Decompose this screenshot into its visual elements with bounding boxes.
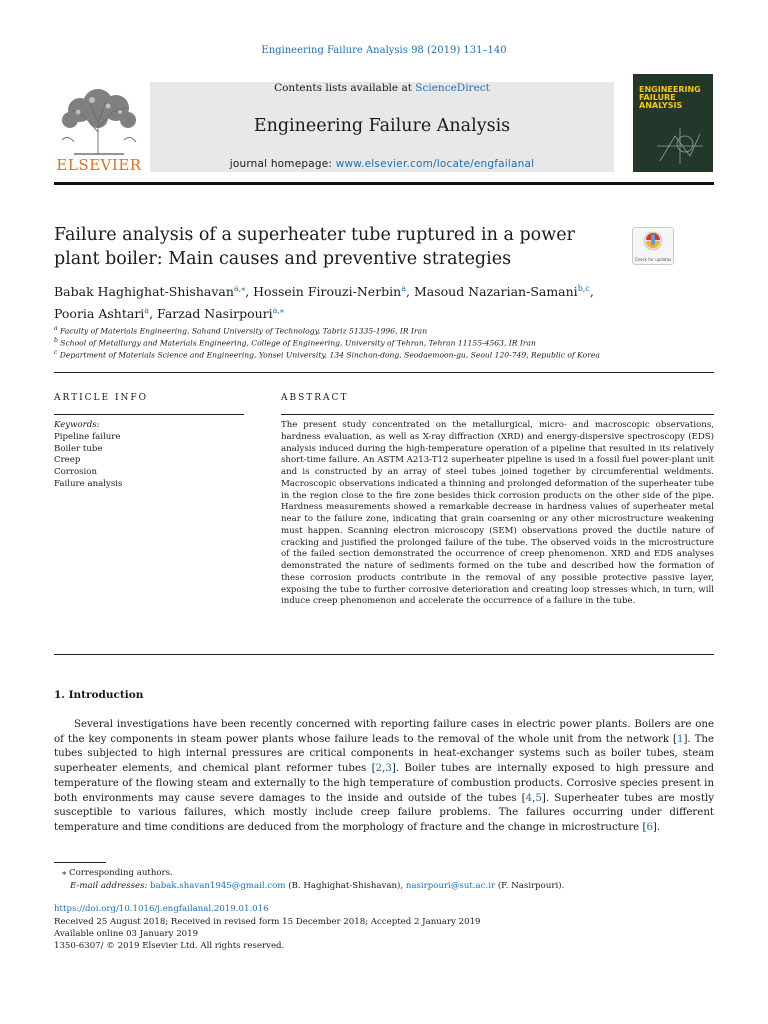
author-separator: ,	[245, 284, 254, 300]
affiliation-a	[54, 325, 714, 336]
header-divider	[54, 182, 714, 185]
author-name: Babak Haghighat-Shishavan	[54, 284, 234, 300]
abstract-rule	[281, 414, 714, 415]
abstract-text: The present study concentrated on the metallurgical, micro- and macroscopic observations, hardness evaluation, as well as X-ray diffraction (XRD) and energy-dispersive spectroscopy (EDS) analysis induced during the high-temperature operation of a pipeline that resulted in its relatively short-time failure. An ASTM A213-T12 superheater pipeline is used in a fossil fuel power-plant unit and is constructed by an array of steel tubes joined together by circumferential weldments. Macroscopic observations indicated a thinning and prolonged deformation of the superheater tube in the region close to the fire zone besides thick corrosion products on the other side of the pipe. Hardness measurements showed a remarkable decrease in hardness values of superheater metal near to the failure zone, indicating that grain coarsening or any other microstructure weakening must happen. Scanning electron microscopy (SEM) observations proved the ductile nature of cracking and justified the prolonged failure of the tube. The observed voids in the microstructure of the failed section demonstrated the occurrence of creep phenomenon. XRD and EDS analyses demonstrated the nature of sediments formed on the tube and described how the formation of these corrosion products contribute in the removal of any possible protective passive layer, exposing the tube to further corrosive deterioration and creating loop stresses which, in turn, will induce creep phenomenon and accelerate the occurrence of a failure in the tube.	[281, 420, 714, 607]
author-affiliation-mark[interactable]: a,⁎	[272, 306, 284, 316]
author	[253, 284, 414, 299]
sciencedirect-link[interactable]: ScienceDirect	[415, 82, 490, 94]
author-name: Pooria Ashtari	[54, 306, 145, 322]
author-name: Masoud Nazarian-Samani	[413, 284, 578, 300]
cover-title: ENGINEERING FAILURE ANALYSIS	[639, 85, 701, 110]
email-owner-2: (F. Nasirpouri).	[497, 881, 565, 891]
affiliation-mark: a	[54, 325, 58, 332]
abstract-heading: ABSTRACT	[281, 393, 349, 403]
citation-link[interactable]: 1	[676, 733, 684, 745]
homepage-prefix: journal homepage:	[229, 158, 333, 170]
check-updates-icon	[633, 228, 673, 256]
affiliation-text: School of Metallurgy and Materials Engineering, College of Engineering, University of Tehran, Tehran 11155-4563, IR Iran	[60, 338, 536, 348]
citation-link[interactable]: 5	[535, 792, 542, 804]
introduction-text: ].	[652, 821, 661, 833]
affiliation-mark: c	[54, 349, 58, 356]
contents-line	[150, 82, 614, 94]
contents-prefix: Contents lists available at	[274, 82, 412, 94]
keyword: Failure analysis	[54, 478, 123, 489]
author-affiliation-mark[interactable]: a	[144, 306, 150, 316]
citation-link[interactable]: 2	[375, 763, 383, 775]
keyword: Corrosion	[54, 467, 98, 478]
received-dates: Received 25 August 2018; Received in revised form 15 December 2018; Accepted 2 January 2019	[54, 917, 481, 927]
author-affiliation-mark[interactable]: a	[401, 284, 407, 293]
introduction-text: Several investigations have been recently concerned with reporting failure cases in electric power plants. Boilers are one of the key components in steam power plants whose failure leads to the removal of the whole unit from the network [	[54, 719, 714, 745]
online-date: Available online 03 January 2019	[54, 929, 199, 939]
affiliation-mark: b	[54, 337, 58, 344]
author	[54, 284, 253, 299]
author-separator: ,	[406, 284, 414, 300]
introduction-paragraph	[54, 718, 714, 836]
article-info-heading: ARTICLE INFO	[54, 393, 149, 403]
doi-link[interactable]: https://doi.org/10.1016/j.engfailanal.2019.01.016	[54, 904, 269, 914]
author-list	[54, 279, 694, 323]
affiliation-text: Faculty of Materials Engineering, Sahand University of Technology, Tabriz 51335-1996, IR Iran	[60, 326, 428, 336]
check-updates-label: Check for updates	[634, 257, 672, 262]
author-affiliation-mark[interactable]: a,⁎	[233, 284, 246, 293]
author	[157, 306, 284, 321]
affiliations-divider	[54, 372, 714, 373]
keywords-label: Keywords:	[54, 420, 100, 430]
citation-link[interactable]: 3	[385, 763, 392, 775]
keyword: Pipeline failure	[54, 431, 121, 442]
check-for-updates-badge[interactable]	[632, 227, 674, 265]
cover-art	[655, 126, 705, 166]
email-owner-1: (B. Haghighat-Shishavan),	[288, 881, 404, 891]
author	[54, 306, 157, 321]
introduction-text: ]. Superheater tubes are mostly susceptible to various failures, which mostly include creep failure problems. The failures occurring under different temperature and time conditions are deduced from the morphology of fracture and the change in microstructure [	[54, 792, 714, 833]
email-label: E-mail addresses:	[70, 881, 148, 891]
article-title: Failure analysis of a superheater tube ruptured in a power plant boiler: Main causes and preventive strategies	[54, 225, 575, 269]
footnote-rule	[54, 862, 106, 863]
affiliation-b	[54, 337, 714, 348]
journal-name: Engineering Failure Analysis	[253, 116, 511, 136]
author	[414, 284, 594, 299]
journal-citation[interactable]: Engineering Failure Analysis 98 (2019) 131–140	[261, 45, 507, 56]
affiliation-c	[54, 349, 714, 360]
introduction-text: ,	[382, 763, 386, 775]
introduction-text: ]. Boiler tubes are internally exposed to high pressure and temperature of the flowing steam and externally to the high temperature of combustion products. Corrosive species present in both environments may cause severe damages to the inside and outside of the tubes [	[54, 763, 714, 804]
author-affiliation-mark[interactable]: b,c	[577, 284, 590, 293]
corresponding-note: ⁎ Corresponding authors.	[62, 868, 173, 878]
keyword: Boiler tube	[54, 443, 103, 454]
email-link-1[interactable]: babak.shavan1945@gmail.com	[150, 881, 286, 891]
introduction-text: ]. The tubes subjected to high internal pressures are critical components in heat-exchanger systems such as boiler tubes, steam superheater elements, and chemical plant reformer tubes [	[54, 733, 714, 775]
article-info-rule	[54, 414, 244, 415]
journal-cover-image[interactable]	[633, 74, 713, 172]
homepage-link[interactable]: www.elsevier.com/locate/engfailanal	[335, 158, 535, 170]
citation-link[interactable]: 6	[646, 821, 653, 833]
email-link-2[interactable]: nasirpouri@sut.ac.ir	[405, 881, 496, 891]
introduction-heading: 1. Introduction	[54, 689, 144, 701]
citation-link[interactable]: 4	[525, 792, 533, 804]
journal-homepage-line	[150, 158, 614, 170]
author-separator: ,	[149, 306, 158, 322]
author-separator: ,	[589, 284, 594, 300]
copyright-line: 1350-6307/ © 2019 Elsevier Ltd. All rights reserved.	[54, 941, 285, 951]
affiliation-text: Department of Materials Science and Engineering, Yonsei University, 134 Sinchon-dong, Seodaemoon-gu, Seoul 120-749, Republic of Korea	[59, 350, 600, 360]
email-note	[70, 880, 564, 892]
publisher-wordmark: ELSEVIER	[56, 156, 142, 174]
introduction-text: ,	[532, 792, 536, 804]
keyword: Creep	[54, 455, 81, 466]
keywords-block	[54, 420, 254, 491]
abstract-divider	[54, 654, 714, 655]
author-name: Hossein Firouzi-Nerbin	[253, 284, 402, 300]
author-name: Farzad Nasirpouri	[157, 306, 273, 322]
